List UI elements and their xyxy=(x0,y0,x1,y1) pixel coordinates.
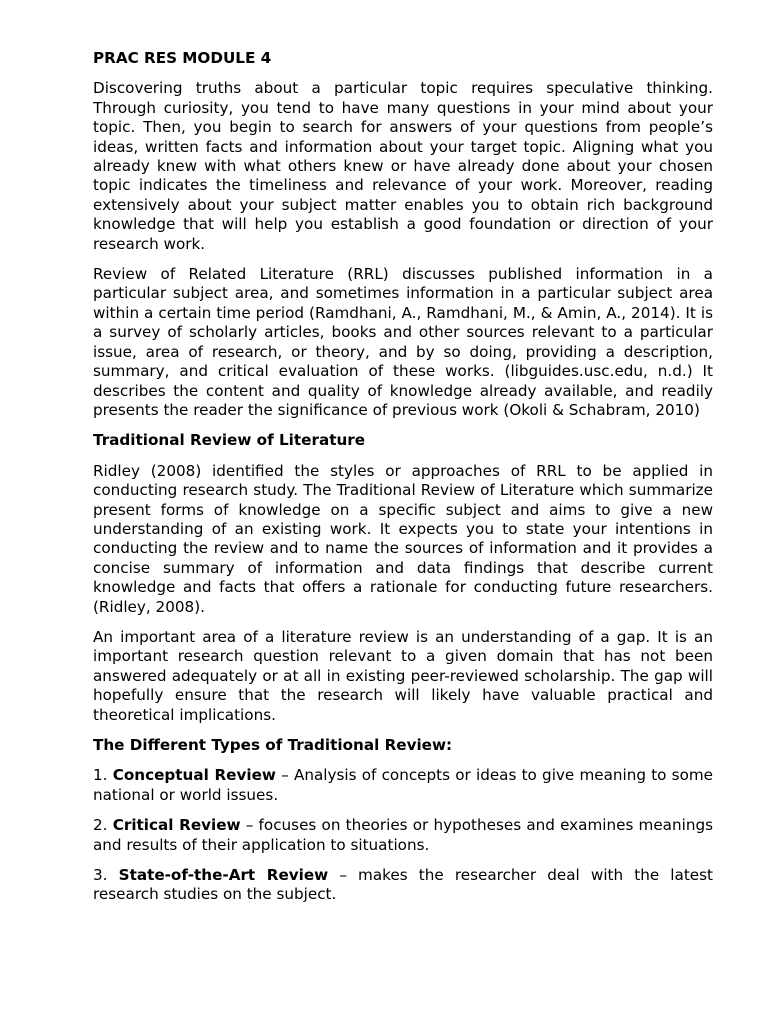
document-title: PRAC RES MODULE 4 xyxy=(93,49,272,67)
type-item-description: – makes the researcher deal with the latest research studies on the subject. xyxy=(93,866,713,904)
type-item-term: State-of-the-Art Review xyxy=(118,866,329,885)
type-item-conceptual xyxy=(93,766,713,805)
type-item-state-of-the-art xyxy=(93,866,713,905)
type-item-critical xyxy=(93,816,713,855)
document-page xyxy=(93,49,713,916)
type-item-description: – focuses on theories or hypotheses and examines meanings and results of their application to situations. xyxy=(93,816,714,854)
section-heading-traditional-review: Traditional Review of Literature xyxy=(93,431,366,450)
type-item-term: Critical Review xyxy=(112,816,241,835)
intro-paragraph-1: Discovering truths about a particular topic requires speculative thinking. Through curiosity, you tend to have many questions in your mind about your topic. Then, you begin to search for answers of your questions from people’s ideas, written facts and information about your target topic. Aligning what you already knew with what others knew or have already done about your chosen topic indicates the timeliness and relevance of your work. Moreover, reading extensively about your subject matter enables you to obtain rich background knowledge that will help you establish a good foundation or direction of your research work. xyxy=(93,79,713,253)
type-item-description: – Analysis of concepts or ideas to give meaning to some national or world issues. xyxy=(93,766,714,804)
type-item-term: Conceptual Review xyxy=(112,766,276,785)
intro-paragraph-2: Review of Related Literature (RRL) discusses published information in a particular subject area, and sometimes information in a particular subject area within a certain time period (Ramdhani, A., Ramdhani, M., & Amin, A., 2014). It is a survey of scholarly articles, books and other sources relevant to a particular issue, area of research, or theory, and by so doing, providing a description, summary, and critical evaluation of these works. (libguides.usc.edu, n.d.) It describes the content and quality of knowledge already available, and readily presents the reader the significance of previous work (Okoli & Schabram, 2010) xyxy=(93,265,713,419)
type-item-number: 3. xyxy=(93,866,108,885)
types-heading: The Different Types of Traditional Review: xyxy=(93,736,453,754)
type-item-number: 1. xyxy=(93,766,108,785)
section-paragraph-1: Ridley (2008) identified the styles or approaches of RRL to be applied in conducting research study. The Traditional Review of Literature which summarize present forms of knowledge on a specific subject and aims to give a new understanding of an existing work. It expects you to state your intentions in conducting the review and to name the sources of information and it provides a concise summary of information and data findings that describe current knowledge and facts that offers a rationale for conducting future researchers. (Ridley, 2008). xyxy=(93,461,713,616)
type-item-number: 2. xyxy=(93,816,108,835)
section-paragraph-2: An important area of a literature review is an understanding of a gap. It is an important research question relevant to a given domain that has not been answered adequately or at all in existing peer-reviewed scholarship. The gap will hopefully ensure that the research will likely have valuable practical and theoretical implications. xyxy=(93,627,713,724)
